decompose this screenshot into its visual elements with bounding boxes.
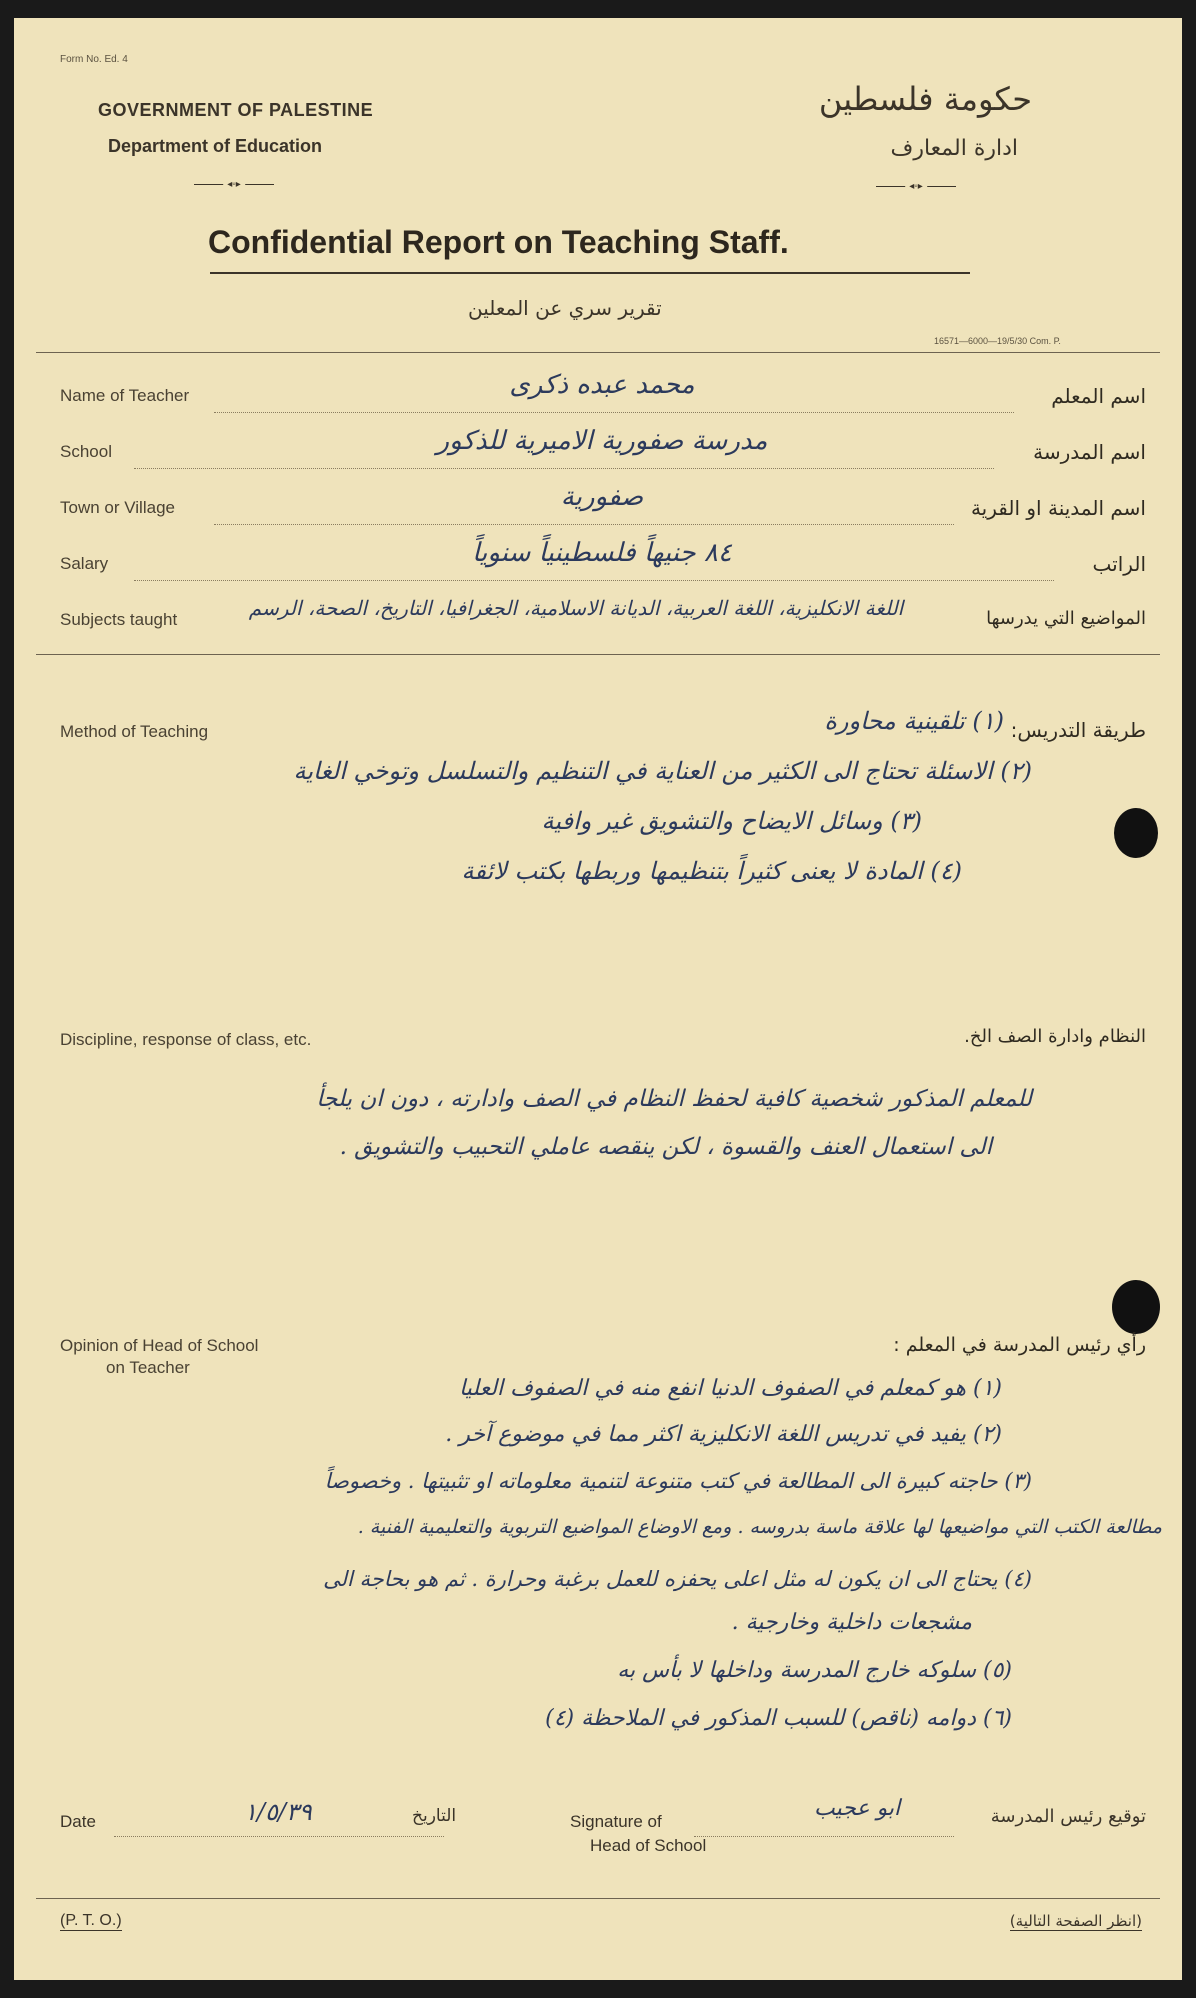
school-label-en: School [60,442,112,461]
method-line-1: (١) تلقينية محاورة [824,707,1004,735]
discipline-line-2: الى استعمال العنف والقسوة ، لكن ينقصه عاملي التحبيب والتشويق . [339,1134,992,1160]
opinion-line-4: مطالعة الكتب التي مواضيعها لها علاقة ماسة بدروسه . ومع الاوضاع المواضيع التربوية والتعليمية الفنية . [357,1516,1162,1538]
opinion-line-8: (٦) دوامه (ناقص) للسبب المذكور في الملاحظة (٤) [545,1706,1012,1731]
opinion-line-7: (٥) سلوكه خارج المدرسة وداخلها لا بأس به [617,1658,1012,1683]
signature-label-ar: توقيع رئيس المدرسة [990,1806,1146,1827]
print-reference: 16571—6000—19/5/30 Com. P. [934,336,1061,346]
opinion-label-en-1: Opinion of Head of School [60,1336,259,1355]
signature-label-en-2: Head of School [590,1836,707,1855]
opinion-line-2: (٢) يفيد في تدريس اللغة الانكليزية اكثر مما في موضوع آخر . [445,1422,1002,1447]
name-label-en: Name of Teacher [60,386,190,405]
subjects-value: اللغة الانكليزية، اللغة العربية، الديانة الاسلامية، الجغرافيا، التاريخ، الصحة، الرسم [248,596,904,620]
pto-en: (P. T. O.) [60,1912,122,1929]
title-underline [210,272,970,274]
ornament-right: ◂◦▸ [876,186,956,187]
subjects-label-en: Subjects taught [60,610,178,629]
method-label-en: Method of Teaching [60,722,209,741]
discipline-label-ar: النظام وادارة الصف الخ. [964,1026,1146,1047]
opinion-line-5: (٤) يحتاج الى ان يكون له مثل اعلى يحفزه للعمل برغبة وحرارة . ثم هو بحاجة الى [323,1567,1032,1591]
date-value: ١/٥/٣٩ [244,1798,312,1826]
date-line [114,1836,444,1837]
school-value: مدرسة صفورية الاميرية للذكور [436,426,768,456]
name-line [214,412,1014,413]
opinion-label-en-2: on Teacher [106,1358,190,1377]
date-label-ar: التاريخ [412,1806,457,1826]
opinion-label-ar: رأي رئيس المدرسة في المعلم : [893,1334,1146,1356]
government-title-en: GOVERNMENT OF PALESTINE [98,100,374,120]
government-title-ar: حكومة فلسطين [818,80,1032,118]
town-label-ar: اسم المدينة او القرية [970,496,1146,520]
salary-label-ar: الراتب [1092,552,1146,576]
report-form-page [14,18,1182,1980]
form-number: Form No. Ed. 4 [60,54,128,65]
signature-value: ابو عجيب [814,1796,901,1821]
school-label-ar: اسم المدرسة [1033,440,1146,464]
name-label-ar: اسم المعلم [1051,384,1146,408]
fields-divider [36,654,1160,655]
header-divider [36,352,1160,353]
pto-ar: (انظر الصفحة التالية) [1009,1912,1142,1930]
opinion-line-3: (٣) حاجته كبيرة الى المطالعة في كتب متنوعة لتنمية معلوماته او تثبيتها . وخصوصاً [324,1469,1032,1493]
faint-bleed-through-left [48,296,338,322]
report-title-ar: تقرير سري عن المعلين [468,296,662,320]
subjects-label-ar: المواضيع التي يدرسها [986,608,1146,629]
salary-line [134,580,1054,581]
method-line-2: (٢) الاسئلة تحتاج الى الكثير من العناية في التنظيم والتسلسل وتوخي الغاية [293,757,1032,785]
discipline-label-en: Discipline, response of class, etc. [60,1030,312,1049]
town-label-en: Town or Village [60,498,175,517]
footer-divider [36,1898,1160,1899]
date-label-en: Date [60,1812,96,1831]
department-title-en: Department of Education [108,136,323,156]
opinion-line-1: (١) هو كمعلم في الصفوف الدنيا انفع منه في الصفوف العليا [459,1376,1002,1401]
method-line-4: (٤) المادة لا يعنى كثيراً بتنظيمها وربطها بكتب لائقة [461,857,962,885]
signature-label-en-1: Signature of [570,1812,662,1831]
salary-value: ٨٤ جنيهاً فلسطينياً سنوياً [472,538,732,568]
ink-blot-2 [1112,1280,1160,1334]
school-line [134,468,994,469]
town-line [214,524,954,525]
method-line-3: (٣) وسائل الايضاح والتشويق غير وافية [541,807,922,835]
method-label-ar: طريقة التدريس: [1010,718,1146,742]
town-value: صفورية [560,482,644,512]
ornament-left: ◂◦▸ [194,184,274,185]
department-title-ar: ادارة المعارف [890,136,1018,161]
name-value: محمد عبده ذكرى [509,370,695,400]
signature-line [694,1836,954,1837]
discipline-line-1: للمعلم المذكور شخصية كافية لحفظ النظام في الصف وادارته ، دون ان يلجأ [316,1086,1032,1112]
opinion-line-6: مشجعات داخلية وخارجية . [731,1610,972,1635]
salary-label-en: Salary [60,554,109,573]
report-title-en: Confidential Report on Teaching Staff. [208,224,789,260]
ink-blot-1 [1114,808,1158,858]
